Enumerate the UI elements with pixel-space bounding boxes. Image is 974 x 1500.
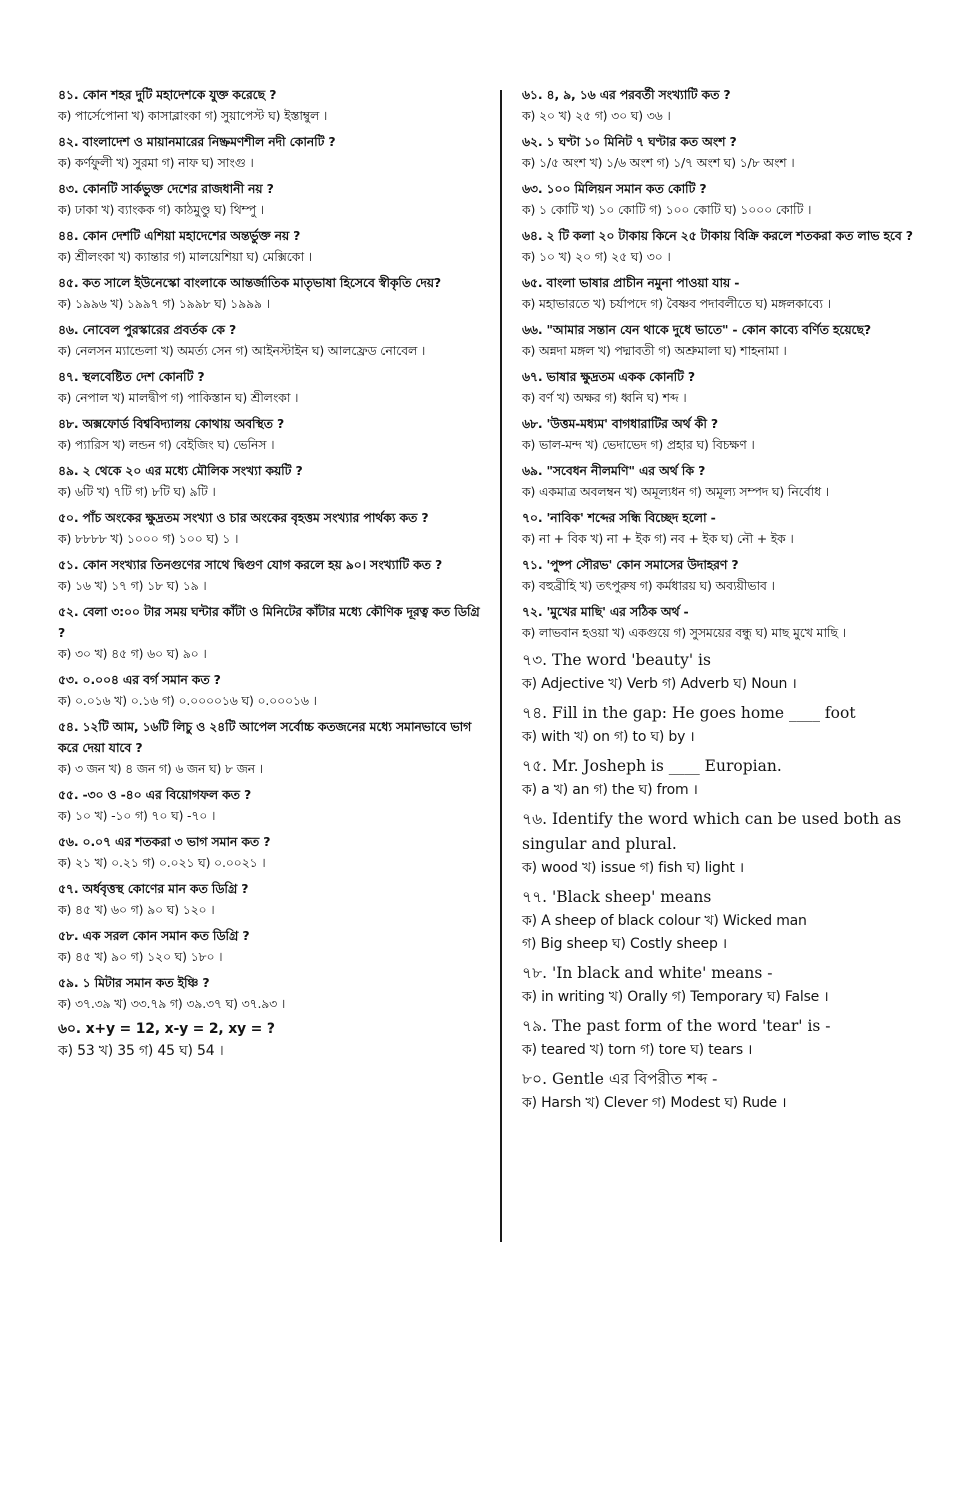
question-block [522, 272, 917, 314]
question-text: ৪৪. কোন দেশটি এশিয়া মহাদেশের অন্তর্ভুক্ত নয় ? [58, 228, 301, 243]
question-block [58, 1019, 483, 1062]
answer-options: ক) একমাত্র অবলম্বন খ) অমূল্যধন গ) অমূল্য সম্পদ ঘ) নির্বোধ । [522, 484, 829, 499]
answer-options: ক) ১৯৯৬ খ) ১৯৯৭ গ) ১৯৯৮ ঘ) ১৯৯৯ । [58, 296, 270, 311]
answer-options: ক) না + বিক খ) না + ইক গ) নব + ইক ঘ) নৌ + ইক । [522, 531, 794, 546]
question-text: ৭৩. The word 'beauty' is [522, 651, 711, 669]
answer-options: ক) A sheep of black colour খ) Wicked man [522, 913, 807, 929]
answer-options: ক) ভাল-মন্দ খ) ভেদাভেদ গ) প্রহার ঘ) বিচক্ষণ । [522, 437, 755, 452]
question-text: ৭০. 'নাবিক' শব্দের সন্ধি বিচ্ছেদ হলো - [522, 510, 716, 525]
question-text: ৬৯. "সবেধন নীলমণি" এর অর্থ কি ? [522, 463, 706, 478]
question-block [58, 925, 483, 967]
question-block [58, 84, 483, 126]
answer-options: ক) ৪৫ খ) ৯০ গ) ১২০ ঘ) ১৮০ । [58, 949, 223, 964]
question-block [58, 131, 483, 173]
question-block [522, 460, 917, 502]
answer-options: ক) নেপাল খ) মালদ্বীপ গ) পাকিস্তান ঘ) শ্রীলংকা । [58, 390, 299, 405]
answer-options: ক) ২০ খ) ২৫ গ) ৩০ ঘ) ৩৬ । [522, 108, 671, 123]
answer-options: ক) লাভবান হওয়া খ) একগুয়ে গ) সুসময়ের বন্ধু ঘ) মাছ মুখে মাছি । [522, 625, 846, 640]
question-text: ৭৭. 'Black sheep' means [522, 888, 712, 906]
question-text: ৭৬. Identify the word which can be used both as singular and plural. [522, 810, 902, 853]
answer-options: ক) পার্সেপোনা খ) কাসাব্লাংকা গ) সুয়াপেস্ট ঘ) ইস্তাম্বুল । [58, 108, 328, 123]
question-block [58, 178, 483, 220]
question-block [58, 554, 483, 596]
question-text: ৫০. পাঁচ অংকের ক্ষুদ্রতম সংখ্যা ও চার অংকের বৃহত্তম সংখ্যার পার্থক্য কত ? [58, 510, 429, 525]
question-text: ৬৭. ভাষার ক্ষুদ্রতম একক কোনটি ? [522, 369, 695, 384]
answer-options: ক) ১০ খ) -১০ গ) ৭০ ঘ) -৭০ । [58, 808, 216, 823]
answer-options: ক) প্যারিস খ) লন্ডন গ) বেইজিং ঘ) ভেনিস । [58, 437, 275, 452]
question-text: ৪৫. কত সালে ইউনেস্কো বাংলাকে আন্তর্জাতিক মাতৃভাষা হিসেবে স্বীকৃতি দেয়? [58, 275, 441, 290]
answer-options: ক) ১০ খ) ২০ গ) ২৫ ঘ) ৩০ । [522, 249, 671, 264]
answer-options: ক) ০.০১৬ খ) ০.১৬ গ) ০.০০০০১৬ ঘ) ০.০০০১৬ । [58, 693, 317, 708]
question-text: ৬৫. বাংলা ভাষার প্রাচীন নমুনা পাওয়া যায় - [522, 275, 740, 290]
answer-options: ক) ৮৮৮৮ খ) ১০০০ গ) ১০০ ঘ) ১ । [58, 531, 239, 546]
question-block [58, 507, 483, 549]
answer-options: ক) ঢাকা খ) ব্যাংকক গ) কাঠমুণ্ডু ঘ) থিম্পু । [58, 202, 264, 217]
question-block [522, 701, 917, 749]
question-text: ৬৩. ১০০ মিলিয়ন সমান কত কোটি ? [522, 181, 707, 196]
question-block [58, 460, 483, 502]
question-block [522, 961, 917, 1009]
question-block [58, 601, 483, 664]
answer-options: ক) teared খ) torn গ) tore ঘ) tears । [522, 1042, 753, 1058]
answer-options: ক) Adjective খ) Verb গ) Adverb ঘ) Noun । [522, 676, 797, 692]
question-block [522, 601, 917, 643]
question-text: ৬০. x+y = 12, x-y = 2, xy = ? [58, 1021, 275, 1037]
question-text: ৭২. 'মুখের মাছি' এর সঠিক অর্থ - [522, 604, 689, 619]
question-block [58, 366, 483, 408]
question-text: ৫৯. ১ মিটার সমান কত ইঞ্চি ? [58, 975, 210, 990]
left-column [58, 84, 483, 1067]
question-text: ৪৯. ২ থেকে ২০ এর মধ্যে মৌলিক সংখ্যা কয়টি ? [58, 463, 303, 478]
question-text: ৫২. বেলা ৩:০০ টার সময় ঘন্টার কাঁটা ও মিনিটের কাঁটার মধ্যে কৌণিক দূরত্ব কত ডিগ্রি ? [58, 604, 480, 640]
question-text: ৬৪. ২ টি কলা ২০ টাকায় কিনে ২৫ টাকায় বিক্রি করলে শতকরা কত লাভ হবে ? [522, 228, 913, 243]
question-block [58, 669, 483, 711]
answer-options: ক) ৪৫ খ) ৬০ গ) ৯০ ঘ) ১২০ । [58, 902, 215, 917]
answer-options: ক) ৩৭.৩৯ খ) ৩৩.৭৯ গ) ৩৯.৩৭ ঘ) ৩৭.৯৩ । [58, 996, 286, 1011]
question-text: ৬২. ১ ঘণ্টা ১০ মিনিট ৭ ঘণ্টার কত অংশ ? [522, 134, 737, 149]
answer-options: ক) অন্নদা মঙ্গল খ) পদ্মাবতী গ) অশ্রুমালা ঘ) শাহনামা । [522, 343, 787, 358]
answer-options: ক) ৬টি খ) ৭টি গ) ৮টি ঘ) ৯টি । [58, 484, 216, 499]
question-text: ৫৫. -৩০ ও -৪০ এর বিয়োগফল কত ? [58, 787, 252, 802]
question-block [58, 413, 483, 455]
question-block [58, 716, 483, 779]
answer-options: ক) with খ) on গ) to ঘ) by । [522, 729, 695, 745]
question-block [522, 131, 917, 173]
answer-options: ক) কর্ণফুলী খ) সুরমা গ) নাফ ঘ) সাংগু । [58, 155, 254, 170]
answer-options: ক) ১৬ খ) ১৭ গ) ১৮ ঘ) ১৯ । [58, 578, 207, 593]
question-block [522, 178, 917, 220]
question-text: ৮০. Gentle এর বিপরীত শব্দ - [522, 1070, 718, 1088]
answer-options: ক) নেলসন ম্যান্ডেলা খ) অমর্ত্য সেন গ) আইনস্টাইন ঘ) আলফ্রেড নোবেল । [58, 343, 426, 358]
question-text: ৪২. বাংলাদেশ ও মায়ানমারের নিষ্ক্রমণশীল নদী কোনটি ? [58, 134, 336, 149]
question-text: ৪৭. স্থলবেষ্টিত দেশ কোনটি ? [58, 369, 205, 384]
answer-options: ক) ১ কোটি খ) ১০ কোটি গ) ১০০ কোটি ঘ) ১০০০ কোটি । [522, 202, 812, 217]
question-block [58, 972, 483, 1014]
question-block [58, 225, 483, 267]
question-text: ৭৮. 'In black and white' means - [522, 964, 773, 982]
question-text: ৭১. 'পুষ্প সৌরভ' কোন সমাসের উদাহরণ ? [522, 557, 739, 572]
question-block [522, 319, 917, 361]
question-text: ৫৩. ০.০০৪ এর বর্গ সমান কত ? [58, 672, 221, 687]
question-block [522, 413, 917, 455]
question-text: ৫৬. ০.০৭ এর শতকরা ৩ ভাগ সমান কত ? [58, 834, 271, 849]
question-text: ৪১. কোন শহর দুটি মহাদেশকে যুক্ত করেছে ? [58, 87, 277, 102]
answer-options: ক) 53 খ) 35 গ) 45 ঘ) 54 । [58, 1043, 224, 1059]
answer-options: ক) বর্ণ খ) অক্ষর গ) ধ্বনি ঘ) শব্দ । [522, 390, 687, 405]
right-column [522, 84, 917, 1120]
question-text: ৫১. কোন সংখ্যার তিনগুণের সাথে দ্বিগুণ যোগ করলে হয় ৯০। সংখ্যাটি কত ? [58, 557, 443, 572]
question-block [522, 554, 917, 596]
question-text: ৪৮. অক্সফোর্ড বিশ্ববিদ্যালয় কোথায় অবস্থিত ? [58, 416, 285, 431]
answer-options: গ) Big sheep ঘ) Costly sheep । [522, 936, 727, 952]
question-block [522, 507, 917, 549]
answer-options: ক) মহাভারতে খ) চর্যাপদে গ) বৈষ্ণব পদাবলীতে ঘ) মঙ্গলকাব্যে । [522, 296, 831, 311]
question-text: ৬৬. "আমার সন্তান যেন থাকে দুধে ভাতে" - কোন কাব্যে বর্ণিত হয়েছে? [522, 322, 871, 337]
answer-options: ক) বহুব্রীহি খ) তৎপুরুষ গ) কর্মধারয় ঘ) অব্যয়ীভাব । [522, 578, 775, 593]
question-text: ৫৭. অর্ধবৃত্তস্থ কোণের মান কত ডিগ্রি ? [58, 881, 249, 896]
question-block [522, 648, 917, 696]
question-text: ৬৮. 'উত্তম-মধ্যম' বাগধারাটির অর্থ কী ? [522, 416, 718, 431]
answer-options: ক) a খ) an গ) the ঘ) from । [522, 782, 698, 798]
answer-options: ক) ৩০ খ) ৪৫ গ) ৬০ ঘ) ৯০ । [58, 646, 207, 661]
question-block [522, 225, 917, 267]
answer-options: ক) wood খ) issue গ) fish ঘ) light । [522, 860, 745, 876]
question-block [522, 1014, 917, 1062]
answer-options: ক) ২১ খ) ০.২১ গ) ০.০২১ ঘ) ০.০০২১ । [58, 855, 266, 870]
answer-options: ক) in writing খ) Orally গ) Temporary ঘ) False । [522, 989, 829, 1005]
question-text: ৭৫. Mr. Josheph is ____ Europian. [522, 757, 782, 775]
question-text: ৭৯. The past form of the word 'tear' is - [522, 1017, 831, 1035]
question-text: ৭৪. Fill in the gap: He goes home ____ foot [522, 704, 856, 722]
question-block [522, 366, 917, 408]
question-block [58, 272, 483, 314]
question-text: ৫৪. ১২টি আম, ১৬টি লিচু ও ২৪টি আপেল সর্বোচ্চ কতজনের মধ্যে সমানভাবে ভাগ করে দেয়া যাবে ? [58, 719, 472, 755]
answer-options: ক) Harsh খ) Clever গ) Modest ঘ) Rude । [522, 1095, 787, 1111]
question-block [58, 319, 483, 361]
question-block [58, 831, 483, 873]
question-block [522, 754, 917, 802]
question-block [522, 885, 917, 956]
question-block [522, 84, 917, 126]
answer-options: ক) ৩ জন খ) ৪ জন গ) ৬ জন ঘ) ৮ জন । [58, 761, 263, 776]
answer-options: ক) ১/৫ অংশ খ) ১/৬ অংশ গ) ১/৭ অংশ ঘ) ১/৮ অংশ । [522, 155, 795, 170]
answer-options: ক) শ্রীলংকা খ) ক্যান্তার গ) মালয়েশিয়া ঘ) মেক্সিকো । [58, 249, 313, 264]
column-divider [500, 90, 502, 1242]
question-block [58, 784, 483, 826]
question-block [522, 807, 917, 880]
question-text: ৫৮. এক সরল কোন সমান কত ডিগ্রি ? [58, 928, 250, 943]
question-text: ৬১. ৪, ৯, ১৬ এর পরবর্তী সংখ্যাটি কত ? [522, 87, 731, 102]
question-block [58, 878, 483, 920]
question-block [522, 1067, 917, 1115]
question-text: ৪৬. নোবেল পুরস্কারের প্রবর্তক কে ? [58, 322, 237, 337]
question-text: ৪৩. কোনটি সার্কভুক্ত দেশের রাজধানী নয় ? [58, 181, 274, 196]
